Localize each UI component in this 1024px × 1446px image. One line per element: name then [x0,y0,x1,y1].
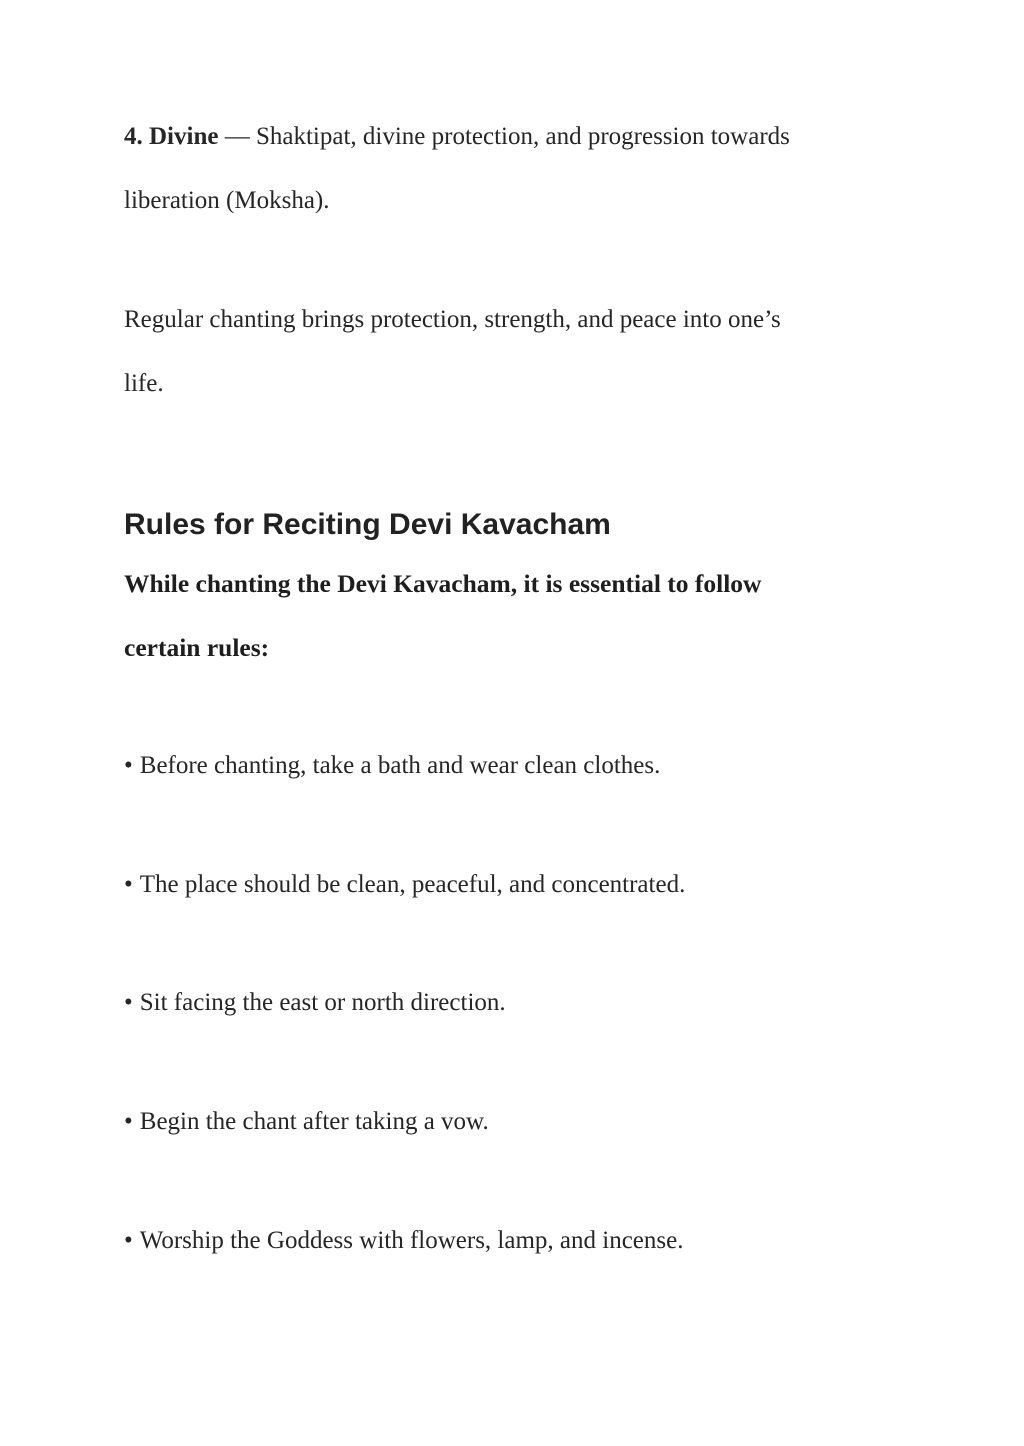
bullet-icon: • [124,871,133,898]
rule-item [124,1227,683,1255]
paragraph-line1: Regular chanting brings protection, strength, and peace into one’s [124,306,781,333]
rule-text: Worship the Goddess with flowers, lamp, and incense. [139,1227,684,1254]
list-item-divine [124,123,790,151]
rule-item [124,752,660,780]
bullet-icon: • [124,1227,133,1254]
paragraph-line2: life. [124,370,164,397]
rule-text: Before chanting, take a bath and wear clean clothes. [139,752,661,779]
item-description-line1: — Shaktipat, divine protection, and progression towards [218,123,790,150]
item-description-line2: liberation (Moksha). [124,187,330,214]
rule-item [124,871,685,899]
rule-text: Begin the chant after taking a vow. [139,1108,489,1135]
section-subheading-line2: certain rules: [124,633,270,662]
bullet-icon: • [124,752,133,779]
bullet-icon: • [124,1108,133,1135]
item-number-label: 4. Divine [124,123,219,150]
bullet-icon: • [124,989,133,1016]
section-subheading-line1: While chanting the Devi Kavacham, it is essential to follow [124,569,762,598]
rule-item [124,1108,489,1136]
rule-text: Sit facing the east or north direction. [139,989,506,1016]
rule-item [124,989,506,1017]
section-heading: Rules for Reciting Devi Kavacham [124,508,611,541]
rule-text: The place should be clean, peaceful, and concentrated. [139,871,686,898]
